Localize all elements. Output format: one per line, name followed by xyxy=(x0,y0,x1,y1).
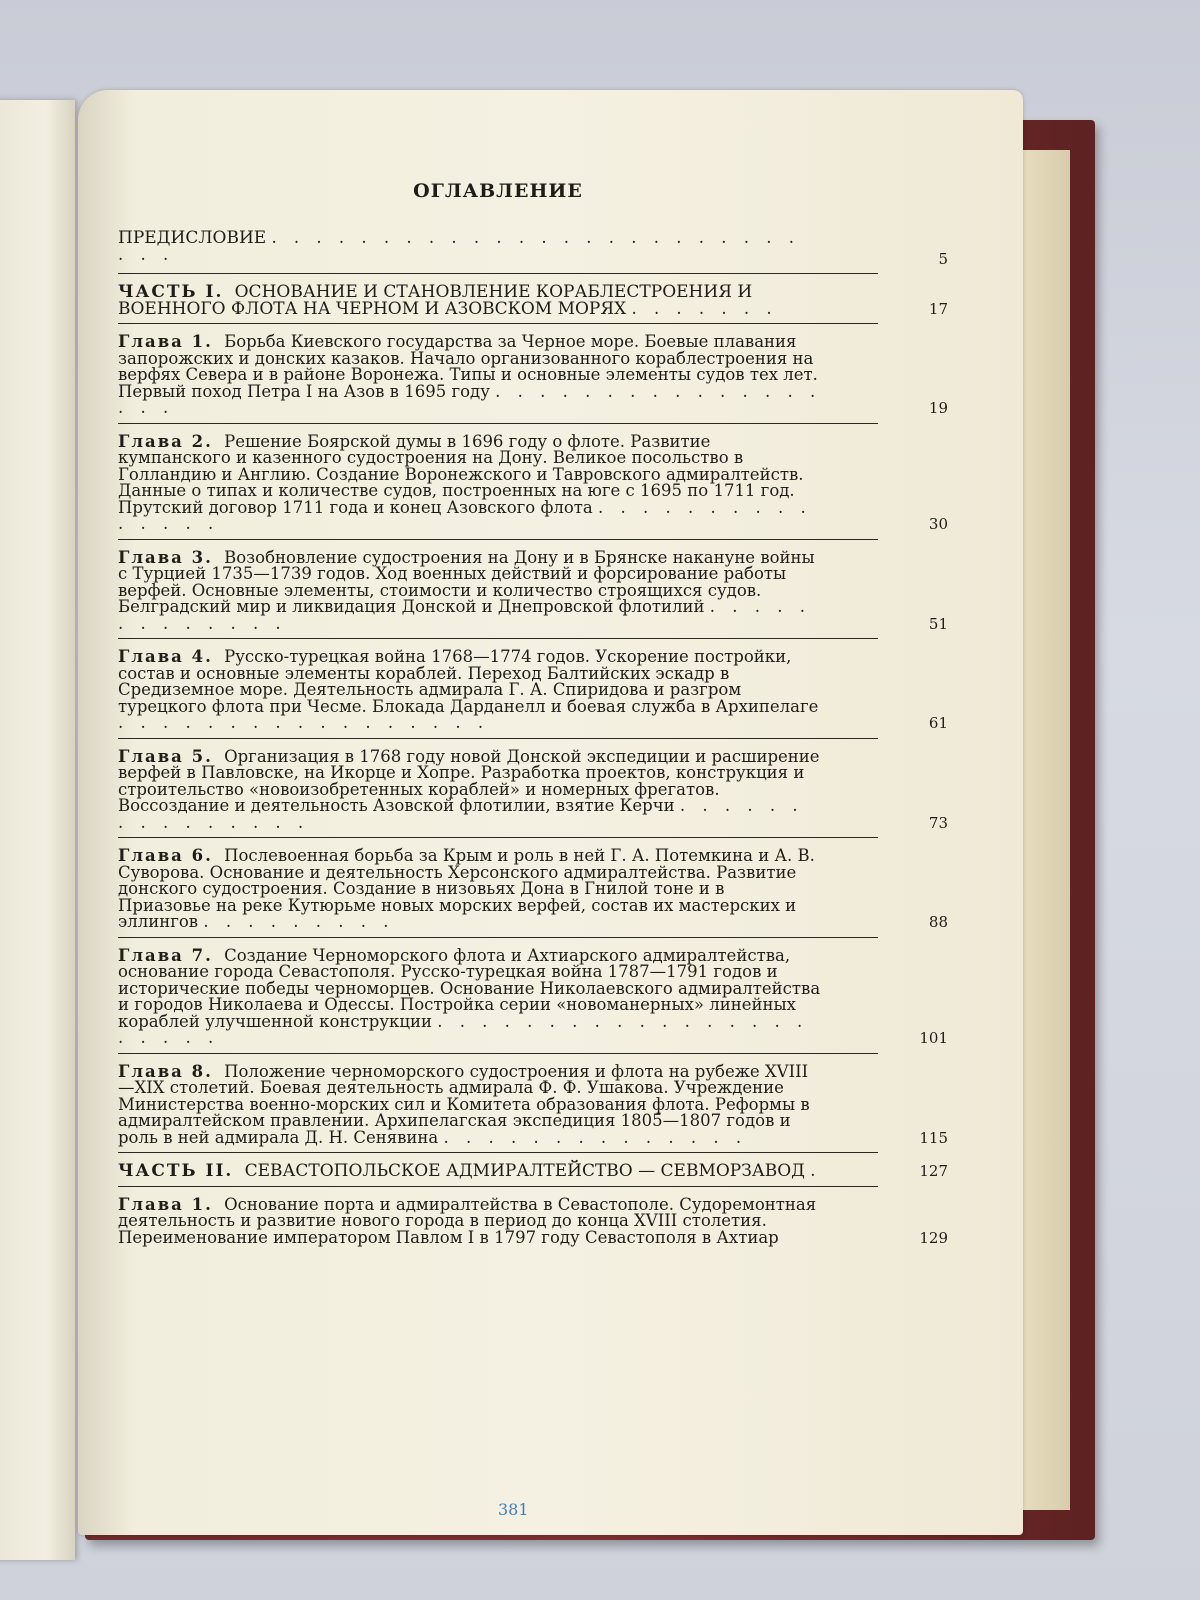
toc-entry xyxy=(118,547,948,640)
entry-text: ПРЕДИСЛОВИЕ xyxy=(118,228,267,248)
page-number: 51 xyxy=(928,614,948,633)
entry-label: ЧАСТЬ II. xyxy=(118,1161,234,1181)
toc-entry xyxy=(118,332,948,424)
entry-label: Глава 1. xyxy=(118,1194,213,1214)
entry-text: СЕВАСТОПОЛЬСКОЕ АДМИРАЛТЕЙСТВО — СЕВМОРЗАВОД xyxy=(244,1161,805,1181)
page-number: 5 xyxy=(938,249,948,268)
entry-text: Послевоенная борьба за Крым и роль в ней Г. А. Потемкина и А. В. Суворова. Основание и деятельность Херсонского адмиралтейства. Развитие донского судостроения. Создание в низовьях Дона в Гнилой тоне и в Приазовье на реке Кутюрьме новых морских верфей, состав их мастерских и эллингов xyxy=(118,846,815,931)
leader-dots: . . . . . . . . . xyxy=(203,912,395,931)
page-number: 73 xyxy=(928,813,948,832)
toc-entry xyxy=(118,1061,948,1154)
entry-label: Глава 8. xyxy=(118,1061,213,1081)
toc-title: ОГЛАВЛЕНИЕ xyxy=(413,180,583,202)
folio-number: 381 xyxy=(498,1500,529,1519)
entry-label: Глава 3. xyxy=(118,547,213,567)
entry-label: Глава 6. xyxy=(118,846,213,865)
toc-entry xyxy=(118,282,948,324)
toc-entry xyxy=(118,431,948,540)
entry-text: Борьба Киевского государства за Черное море. Боевые плавания запорожских и донских казаков. Начало организованного кораблестроения на верфях Севера и в районе Воронежа. Типы и основные элементы судов тех лет. Первый поход Петра I на Азов в 1695 году xyxy=(118,332,818,401)
entry-text: Организация в 1768 году новой Донской экспедиции и расширение верфей в Павловске, на Икорце и Хопре. Разработка проектов, конструкция и строительство «новоизобретенных кораблей» и номерных фрегатов. Воссоздание и деятельность Азовской флотилии, взятие Керчи xyxy=(118,746,820,815)
leader-dots: . . . . . . . . . . . . . . . . . . xyxy=(118,381,822,417)
leader-dots: . xyxy=(810,1161,822,1180)
page-number: 61 xyxy=(928,714,948,732)
toc-entry xyxy=(118,746,948,839)
book-page xyxy=(78,90,1023,1535)
page-number: 115 xyxy=(919,1128,948,1147)
leader-dots: . . . . . . . . . . . . . . . xyxy=(118,497,812,533)
toc-entry xyxy=(118,228,948,274)
entry-label: Глава 7. xyxy=(118,945,213,965)
table-of-contents xyxy=(118,160,948,1262)
page-number: 17 xyxy=(928,299,948,318)
leader-dots: . . . . . . . . . . . . . . . xyxy=(118,796,804,832)
page-number: 88 xyxy=(928,913,948,931)
page-number: 19 xyxy=(928,399,948,417)
page-number: 127 xyxy=(919,1162,948,1180)
entry-label: Глава 5. xyxy=(118,746,213,766)
leader-dots: . . . . . . . . . . . . . . . . . . . . . . xyxy=(118,1011,809,1047)
leader-dots: . . . . . . . . . . . . . xyxy=(118,597,811,633)
toc-entry xyxy=(118,1161,948,1187)
toc-entry xyxy=(118,1194,948,1253)
toc-entry xyxy=(118,647,948,739)
leader-dots: . . . . . . . xyxy=(631,298,778,318)
entry-text: Создание Черноморского флота и Ахтиарского адмиралтейства, основание города Севастополя. Русско-турецкая война 1787—1791 годов и исторические победы черноморцев. Основание Николаевского адмиралтейства и городов Николаева и Одессы. Постройка серии «новоманерных» линейных кораблей улучшенной конструкции xyxy=(118,945,821,1031)
leader-dots: . . . . . . . . . . . . . . xyxy=(443,1127,748,1147)
entry-text: Решение Боярской думы в 1696 году о флоте. Развитие кумпанского и казенного судостроения на Дону. Великое посольство в Голландию и Англию. Создание Воронежского и Тавровского адмиралтейств. Данные о типах и количестве судов, построенных на юге с 1695 по 1711 год. Прутский договор 1711 года и конец Азовского флота xyxy=(118,431,804,517)
entry-label: Глава 1. xyxy=(118,332,213,351)
entry-text: ОСНОВАНИЕ И СТАНОВЛЕНИЕ КОРАБЛЕСТРОЕНИЯ И ВОЕННОГО ФЛОТА НА ЧЕРНОМ И АЗОВСКОМ МОРЯХ xyxy=(118,282,753,319)
entry-text: Положение черноморского судостроения и флота на рубеже XVIII—XIX столетий. Боевая деятельность адмирала Ф. Ф. Ушакова. Учреждение Министерства военно-морских сил и Комитета образования флота. Реформы в адмиралтейском правлении. Архипелагская экспедиция 1805—1807 годов и роль в ней адмирала Д. Н. Сенявина xyxy=(118,1061,810,1147)
page-number: 30 xyxy=(928,515,948,533)
entry-text: Русско-турецкая война 1768—1774 годов. Ускорение постройки, состав и основные элементы кораблей. Переход Балтийских эскадр в Средиземное море. Деятельность адмирала Г. А. Спиридова и разгром турецкого флота при Чесме. Блокада Дарданелл и боевая служба в Архипелаге xyxy=(118,647,819,716)
leader-dots: . . . . . . . . . . . . . . . . . xyxy=(118,713,490,732)
entry-text: Основание порта и адмиралтейства в Севастополе. Судоремонтная деятельность и развитие нового города в период до конца XVIII столетия. Переименование императором Павлом I в 1797 году Севастополя в Ахтиар xyxy=(118,1194,817,1247)
entry-text: Возобновление судостроения на Дону и в Брянске накануне войны с Турцией 1735—1739 годов. Ход военных действий и форсирование работы верфей. Основные элементы, стоимости и количество строящихся судов. Белградский мир и ликвидация Донской и Днепровской флотилий xyxy=(118,547,815,616)
left-page xyxy=(0,100,75,1560)
entry-label: Глава 2. xyxy=(118,431,213,451)
page-number: 129 xyxy=(919,1228,948,1247)
entry-label: Глава 4. xyxy=(118,647,213,666)
page-number: 101 xyxy=(919,1029,948,1047)
entry-label: ЧАСТЬ I. xyxy=(118,282,224,302)
leader-dots: . . . . . . . . . . . . . . . . . . . . . . . . . . . xyxy=(118,228,800,264)
toc-entry xyxy=(118,945,948,1054)
toc-entry xyxy=(118,846,948,938)
